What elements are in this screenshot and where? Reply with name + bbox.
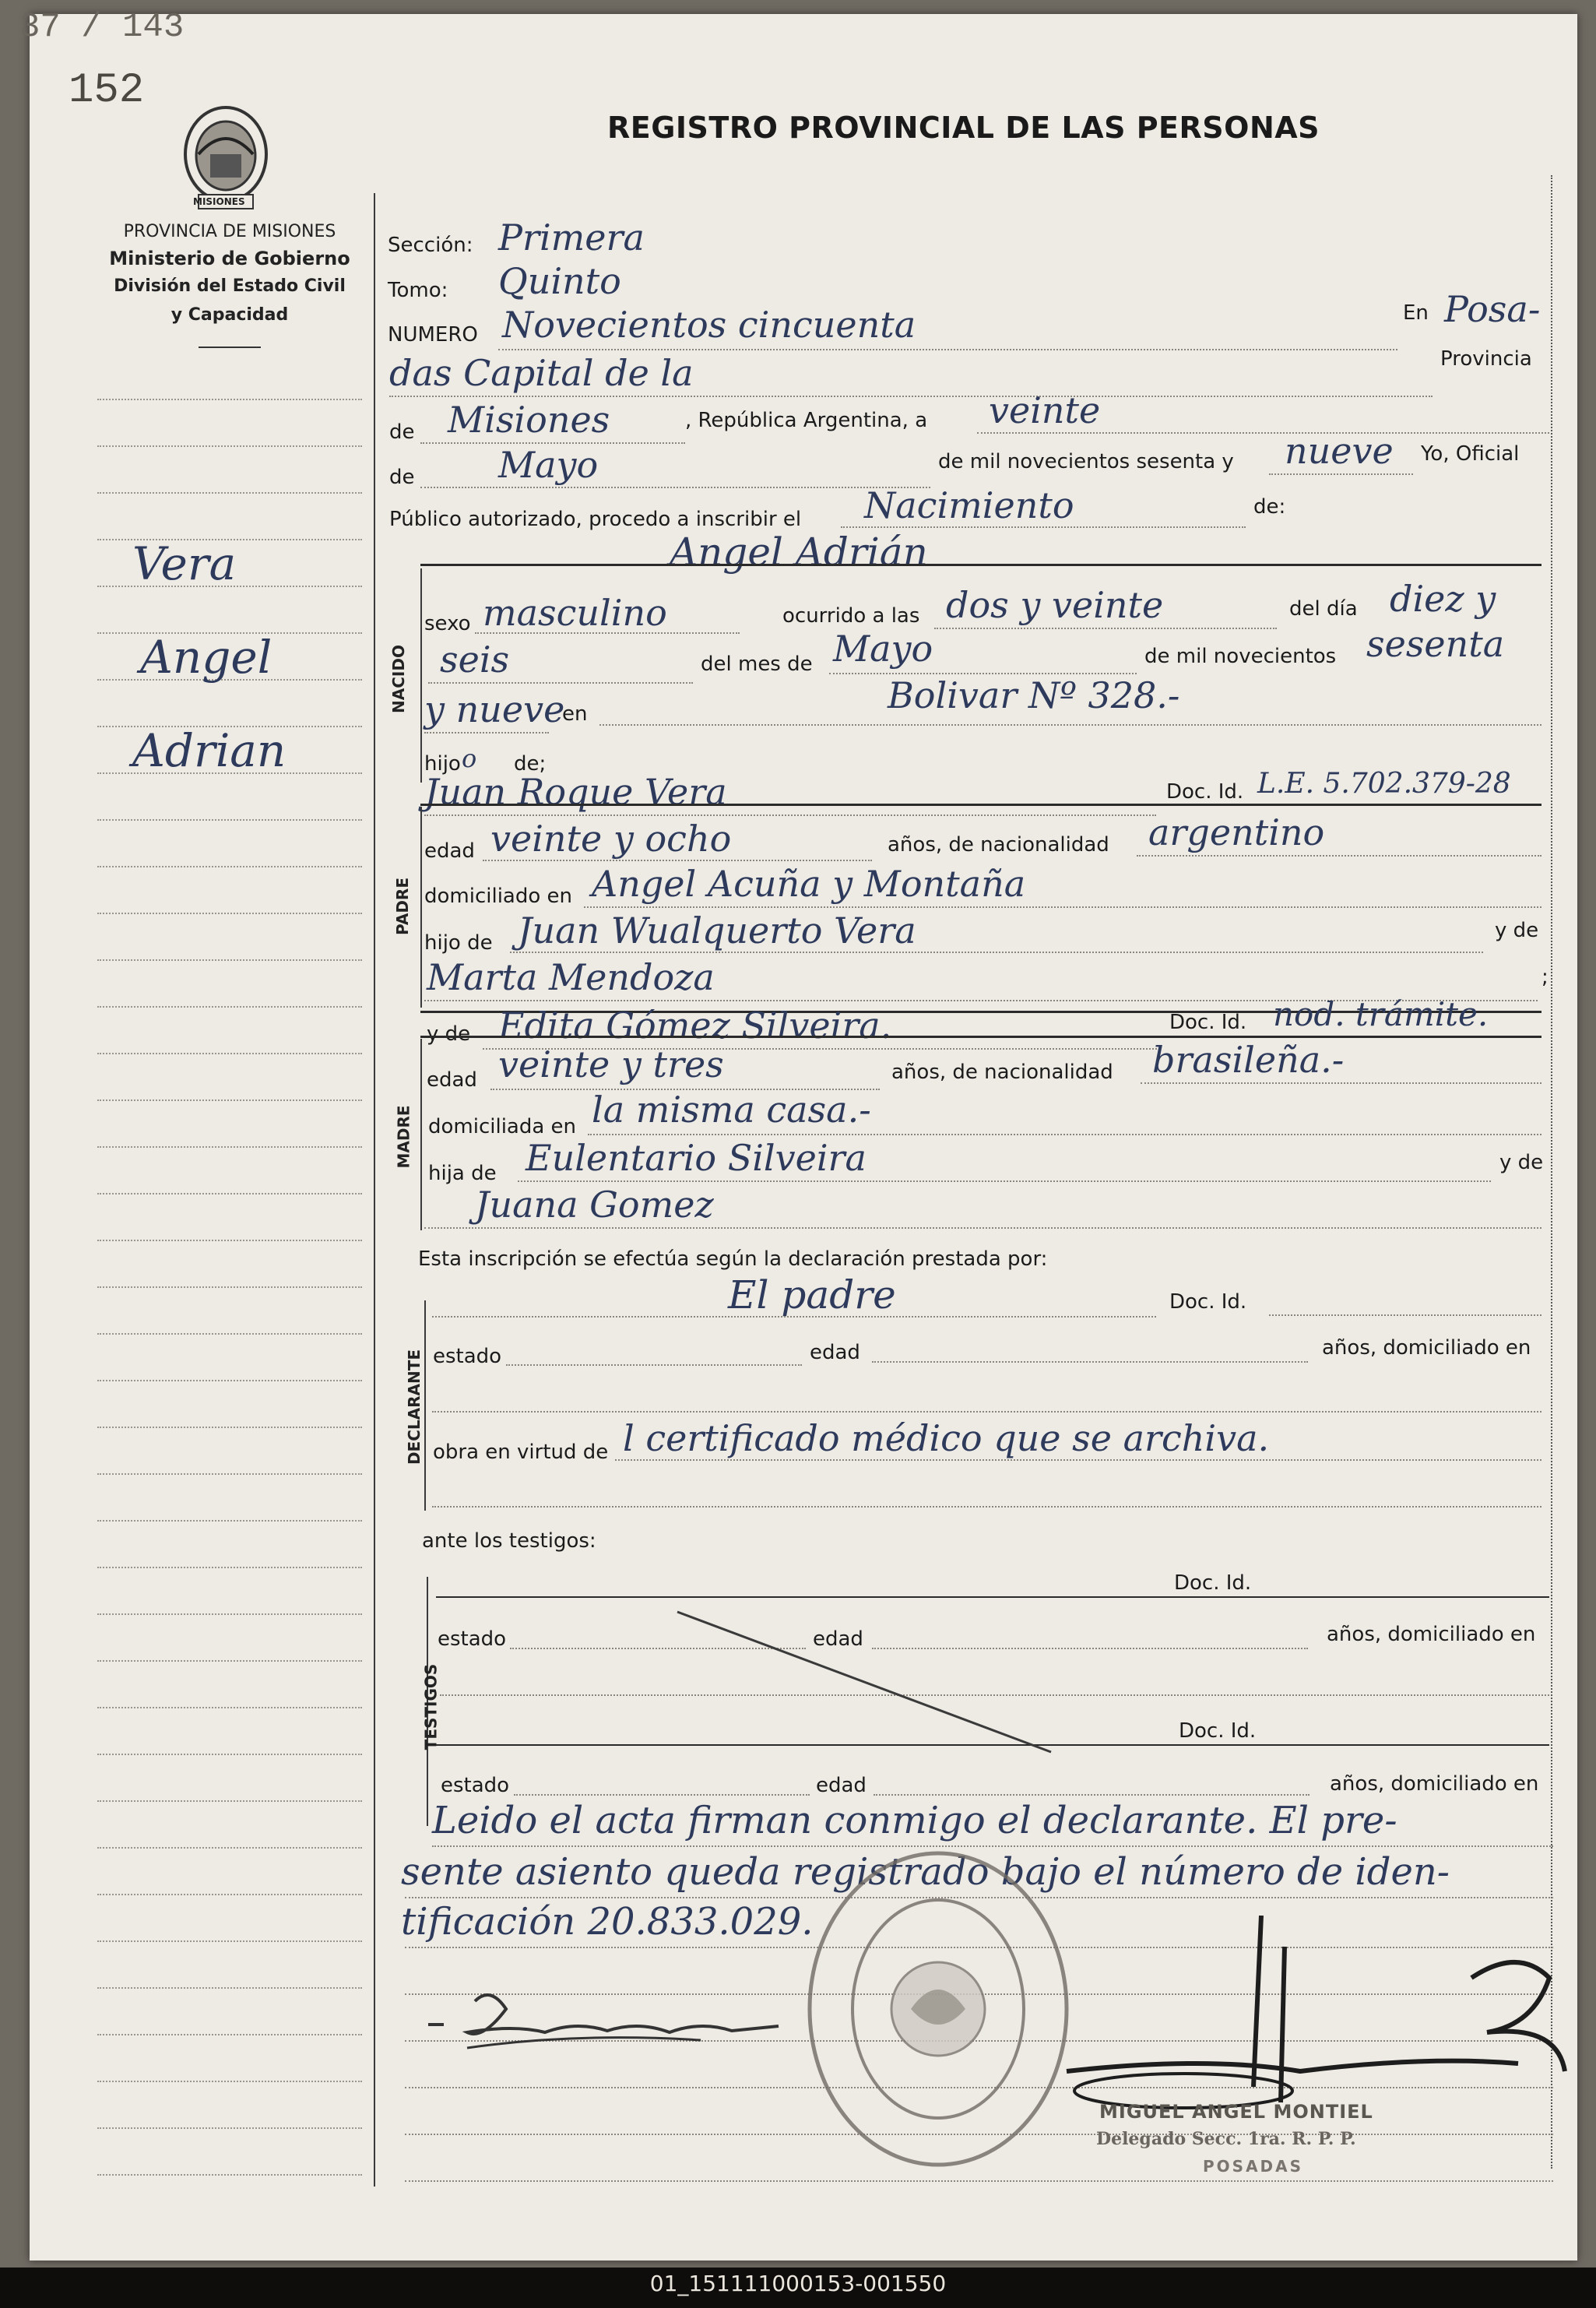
madre-doc-value: nod. trámite. (1273, 995, 1489, 1033)
margin-line (97, 1707, 362, 1708)
hora-rule (934, 628, 1277, 629)
margin-line (97, 2081, 362, 2082)
org-division: División del Estado Civil (114, 276, 346, 296)
margin-line (97, 1053, 362, 1054)
dia-nac-value-b: seis (440, 639, 510, 681)
anio-value: nueve (1285, 430, 1394, 472)
testigo2-edad-label: edad (816, 1774, 867, 1797)
dia-value: veinte (989, 389, 1101, 431)
sexo-label: sexo (424, 612, 471, 635)
margin-line (97, 1099, 362, 1101)
padre-nac-value: argentino (1148, 811, 1325, 853)
obra-label: obra en virtud de (433, 1441, 609, 1464)
page-number: 152 (69, 67, 145, 114)
margin-line (97, 399, 362, 400)
margin-line (97, 1847, 362, 1849)
official-stamp (802, 1845, 1074, 2173)
madre-nac-rule (1141, 1082, 1542, 1084)
madre-bracket (420, 1039, 422, 1230)
testigo1-rule (436, 1596, 1549, 1598)
form-right-border (1551, 175, 1552, 2169)
padre-dom-rule (584, 906, 1542, 908)
madre-hija-de-label: hija de (428, 1162, 497, 1185)
padre-nac-rule (1137, 855, 1542, 857)
margin-line (97, 1894, 362, 1895)
testigo2-estado-rule (514, 1794, 810, 1796)
lugar-nac-rule (599, 724, 1542, 726)
madre-y-de-value: Juana Gomez (475, 1184, 714, 1226)
numero-label: NUMERO (388, 323, 478, 347)
officer-name: MIGUEL ANGEL MONTIEL (1099, 2101, 1373, 2123)
padre-hijo-de-value: Juan Wualquerto Vera (518, 909, 916, 952)
declarante-doc-rule (1269, 1314, 1542, 1316)
lugar-value-a: Posa- (1444, 288, 1541, 330)
lugar-nac-value: Bolivar Nº 328.- (888, 674, 1180, 716)
testigo2-estado-label: estado (441, 1774, 510, 1797)
acto-value: Nacimiento (864, 484, 1074, 526)
declaracion-label: Esta inscripción se efectúa según la declaración prestada por: (418, 1247, 1048, 1271)
de-label-2: de (389, 466, 415, 489)
madre-side-label: MADRE (394, 1105, 413, 1169)
madre-hija-de-rule (518, 1180, 1491, 1182)
nombre-value: Angel Adrián (670, 530, 928, 575)
margin-line (97, 1940, 362, 1942)
sexo-value: masculino (483, 592, 667, 634)
declarante-estado-rule (506, 1364, 802, 1366)
officer-title: Delegado Secc. 1ra. R. P. P. (1096, 2129, 1356, 2149)
margin-second-name: Adrian (132, 724, 287, 777)
padre-edad-rule (483, 860, 872, 861)
margin-line (97, 1427, 362, 1428)
padre-dom-label: domiciliado en (424, 885, 573, 908)
tomo-value: Quinto (498, 260, 621, 302)
nacido-bracket (420, 568, 422, 783)
provincia-label: Provincia (1440, 347, 1532, 371)
hora-value: dos y veinte (946, 584, 1164, 626)
padre-y-de-label: y de (1495, 919, 1539, 942)
declarante-edad-label: edad (810, 1341, 860, 1364)
padre-nac-label: años, de nacionalidad (888, 833, 1109, 857)
declarant-signature (420, 1978, 794, 2063)
declarante-estado-label: estado (433, 1345, 502, 1368)
obra-rule (615, 1459, 1542, 1461)
madre-nac-value: brasileña.- (1152, 1039, 1345, 1081)
padre-bracket (420, 807, 422, 1008)
padre-hijo-de-rule (510, 952, 1483, 953)
hijo-label: hijo (424, 752, 461, 776)
lugar-rule (389, 396, 1433, 397)
padre-nombre-value: Juan Roque Vera (424, 771, 727, 813)
margin-line (97, 1520, 362, 1522)
declarante-value: El padre (728, 1272, 896, 1318)
madre-edad-label: edad (427, 1068, 477, 1092)
madre-y-de-label-2: y de (1499, 1151, 1544, 1174)
testigo2-edad-rule (874, 1794, 1309, 1796)
margin-line (97, 1660, 362, 1662)
declarante-dom-rule (432, 1411, 1542, 1413)
declarante-rule (432, 1316, 1156, 1318)
ocurrido-label: ocurrido a las (782, 604, 920, 628)
obra-value: l certificado médico que se archiva. (623, 1417, 1270, 1459)
mes-value: Mayo (498, 444, 599, 486)
del-dia-label: del día (1289, 597, 1358, 621)
closing-line-2: sente asiento queda registrado bajo el número de iden- (401, 1850, 1450, 1894)
dia-nac-rule (428, 682, 693, 684)
padre-dom-value: Angel Acuña y Montaña (592, 863, 1026, 905)
margin-line (97, 1800, 362, 1802)
madre-y-de-rule (424, 1227, 1542, 1229)
margin-line (97, 2174, 362, 2176)
margin-surname: Vera (132, 537, 237, 590)
sexo-rule (475, 632, 740, 634)
de-label: de (389, 420, 415, 444)
seccion-label: Sección: (388, 234, 473, 257)
cancel-stroke (670, 1604, 1059, 1760)
madre-y-de-label: y de (427, 1022, 471, 1046)
madre-sub-rule (420, 1036, 1542, 1038)
mes-rule (420, 487, 930, 488)
dia-nac-value-a: diez y (1390, 578, 1496, 620)
declarante-bracket (424, 1300, 426, 1511)
padre-edad-label: edad (424, 839, 475, 863)
mil-sesenta-label: de mil novecientos sesenta y (938, 450, 1234, 473)
anio-nac-value-a: sesenta (1366, 623, 1505, 665)
org-capacity: y Capacidad (170, 305, 289, 325)
margin-line (97, 959, 362, 961)
testigos-side-label: TESTIGOS (421, 1663, 441, 1750)
margin-line (97, 2034, 362, 2035)
margin-line (97, 492, 362, 494)
anio-rule (1269, 473, 1413, 475)
padre-y-de-value: Marta Mendoza (427, 956, 715, 998)
hijo-de-label: de; (514, 752, 547, 776)
mes-nac-value: Mayo (833, 628, 933, 670)
dia-rule (977, 432, 1549, 434)
form-left-border (374, 193, 375, 2187)
margin-line (97, 1286, 362, 1288)
document-title: REGISTRO PROVINCIAL DE LAS PERSONAS (607, 111, 1320, 145)
en-lugar-label: en (562, 702, 588, 726)
closing-rule-8 (405, 2180, 1553, 2182)
margin-line (97, 1333, 362, 1335)
hijo-num-value: o (462, 744, 477, 773)
obra-rule-2 (432, 1506, 1542, 1508)
margin-line (97, 1473, 362, 1475)
margin-line (97, 1380, 362, 1381)
republica-label: , República Argentina, a (685, 409, 928, 432)
yo-oficial-label: Yo, Oficial (1421, 442, 1520, 466)
lugar-value-b: das Capital de la (389, 352, 694, 394)
madre-dom-rule (588, 1134, 1542, 1135)
padre-doc-value: L.E. 5.702.379-28 (1257, 768, 1511, 800)
closing-line-1: Leido el acta firman conmigo el declarante. El pre- (432, 1799, 1397, 1842)
testigo2-doc-label: Doc. Id. (1179, 1719, 1257, 1743)
margin-line (97, 2127, 362, 2129)
margin-line (97, 1240, 362, 1241)
anio-nac-rule (424, 732, 549, 734)
seccion-value: Primera (498, 216, 645, 259)
margin-line (97, 1567, 362, 1568)
madre-edad-value: veinte y tres (498, 1043, 724, 1085)
semicolon: ; (1542, 966, 1549, 989)
mil-novecientos-label: de mil novecientos (1144, 645, 1337, 668)
file-id: 01_151111000153-001550 (649, 2271, 947, 2296)
numero-value: Novecientos cincuenta (502, 304, 916, 346)
madre-nac-label: años, de nacionalidad (891, 1061, 1113, 1084)
nacido-side-label: NACIDO (388, 645, 408, 713)
margin-line (97, 1193, 362, 1194)
padre-side-label: PADRE (392, 878, 412, 935)
nombre-rule (420, 564, 1542, 566)
org-ministry: Ministerio de Gobierno (109, 248, 350, 269)
del-mes-label: del mes de (701, 653, 813, 676)
madre-dom-value: la misma casa.- (592, 1089, 871, 1131)
anio-nac-value-b: y nueve (424, 688, 565, 730)
en-label: En (1403, 301, 1429, 325)
padre-hijo-de-label: hijo de (424, 931, 493, 955)
provincia-value: Misiones (448, 399, 610, 441)
margin-line (97, 1754, 362, 1755)
madre-doc-label: Doc. Id. (1169, 1011, 1247, 1034)
margin-line (97, 913, 362, 914)
declarante-side-label: DECLARANTE (405, 1349, 424, 1465)
padre-edad-value: veinte y ocho (490, 818, 732, 860)
tomo-label: Tomo: (388, 279, 448, 302)
testigo1-estado-label: estado (438, 1627, 507, 1651)
padre-nombre-rule (424, 814, 1156, 816)
closing-line-3: tificación 20.833.029. (401, 1900, 814, 1944)
testigo1-anos-label: años, domiciliado en (1327, 1623, 1536, 1646)
testigo1-edad-label: edad (813, 1627, 863, 1651)
padre-top-rule (420, 804, 1542, 806)
madre-nombre-value: Edita Gómez Silveira. (498, 1004, 892, 1047)
margin-first-name: Angel (140, 631, 272, 684)
numero-rule (498, 349, 1397, 350)
acto-rule (841, 526, 1246, 528)
officer-city: POSADAS (1203, 2157, 1304, 2176)
org-province: PROVINCIA DE MISIONES (123, 222, 336, 241)
margin-line (97, 1613, 362, 1615)
madre-hija-de-value: Eulentario Silveira (526, 1137, 867, 1179)
declarante-doc-label: Doc. Id. (1169, 1290, 1247, 1314)
publico-label: Público autorizado, procedo a inscribir el (389, 508, 802, 531)
seal-label: MISIONES (193, 196, 245, 207)
testigo2-anos-label: años, domiciliado en (1330, 1772, 1539, 1796)
testigos-label: ante los testigos: (422, 1529, 596, 1553)
org-underline (199, 347, 261, 348)
testigo1-doc-label: Doc. Id. (1174, 1571, 1252, 1595)
margin-line (97, 1006, 362, 1008)
declarante-anos-label: años, domiciliado en (1322, 1336, 1531, 1360)
old-page-number: 37 / 143 (19, 8, 185, 47)
margin-line (97, 1146, 362, 1148)
de-colon-label: de: (1253, 495, 1286, 519)
padre-doc-label: Doc. Id. (1166, 780, 1244, 804)
madre-dom-label: domiciliada en (428, 1115, 577, 1138)
declarante-edad-rule (872, 1361, 1308, 1363)
margin-line (97, 445, 362, 447)
margin-line (97, 1987, 362, 1989)
margin-line (97, 866, 362, 867)
officer-signature (1051, 1916, 1580, 2126)
margin-line (97, 819, 362, 821)
